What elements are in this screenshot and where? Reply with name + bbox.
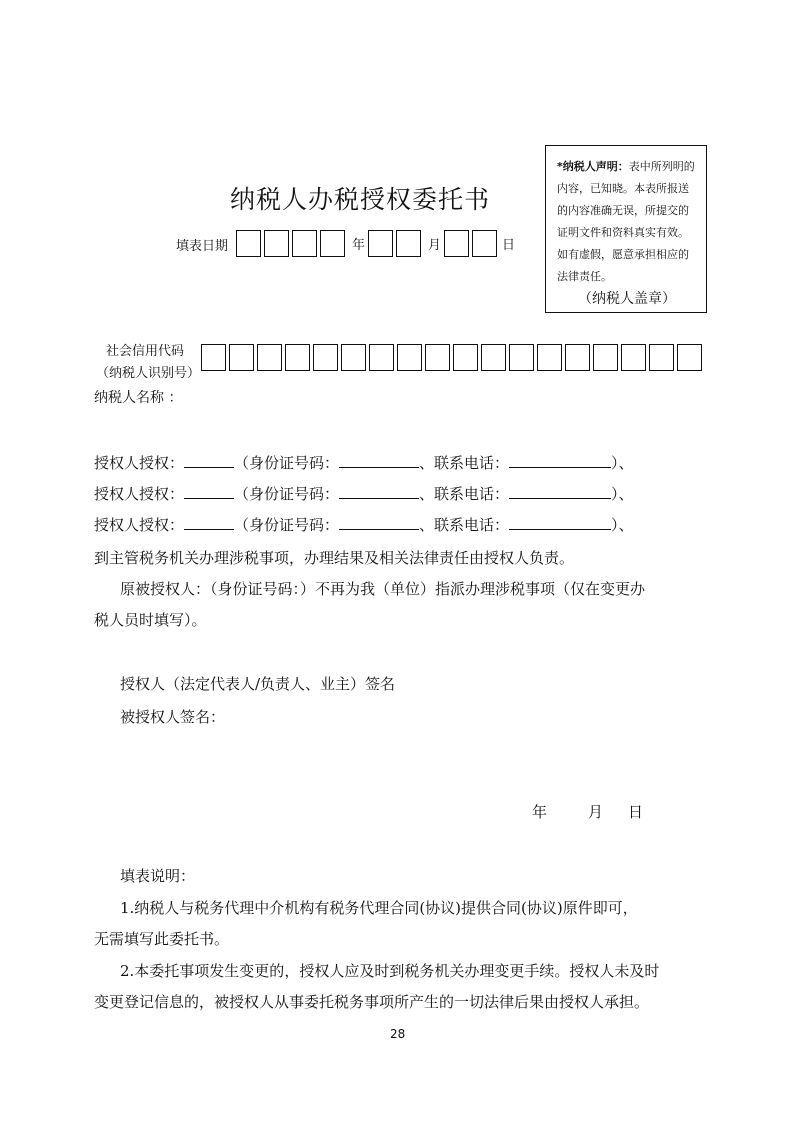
authorized-signature-label: 被授权人签名： [120,708,226,726]
note-2-line1: 2.本委托事项发生变更的，授权人应及时到税务机关办理变更手续。授权人未及时 [120,962,660,980]
credit-code-digit-box[interactable] [481,344,506,371]
credit-code-digit-box[interactable] [565,344,590,371]
note-1-line2: 无需填写此委托书。 [94,930,230,948]
id-number-blank[interactable] [339,453,419,468]
credit-code-digit-box[interactable] [677,344,702,371]
credit-code-digit-box[interactable] [453,344,478,371]
authorization-row: 授权人授权： （身份证号码： 、联系电话： ）、 [94,454,634,472]
credit-code-digit-box[interactable] [257,344,282,371]
declaration-heading: *纳税人声明： [557,160,629,173]
id-number-blank[interactable] [339,515,419,530]
credit-code-label: 社会信用代码 [106,344,185,359]
fill-date-row [176,230,228,260]
note-2-line2: 变更登记信息的，被授权人从事委托税务事项所产生的一切法律后果由授权人承担。 [94,993,650,1011]
former-authorized-line1: 原被授权人：（身份证号码：）不再为我（单位）指派办理涉税事项（仅在变更办 [120,580,646,598]
credit-code-digit-box[interactable] [369,344,394,371]
fill-date-month-boxes [368,230,424,257]
authorization-row: 授权人授权： （身份证号码： 、联系电话： ）、 [94,485,634,503]
month-digit-box[interactable] [396,230,421,257]
document-title: 纳税人办税授权委托书 [230,185,491,214]
fill-date-day-boxes [444,230,500,257]
authorized-name-blank[interactable] [184,453,234,468]
credit-code-digit-box[interactable] [425,344,450,371]
taxpayer-seal-label: （纳税人盖章） [578,291,676,307]
credit-code-digit-box[interactable] [621,344,646,371]
credit-code-boxes [201,344,705,371]
credit-code-digit-box[interactable] [285,344,310,371]
year-digit-box[interactable] [236,230,261,257]
fill-date-day-label: 日 [502,238,516,253]
day-digit-box[interactable] [444,230,469,257]
taxpayer-declaration-box [545,145,707,313]
fill-date-year-boxes [236,230,348,257]
taxpayer-id-label: （纳税人识别号） [96,366,201,381]
declaration-text: 表中所列明的内容，已知晓。本表所报送的内容准确无误，所提交的证明文件和资料真实有效。如有虚假，愿意承担相应的法律责任。 [557,160,695,283]
credit-code-digit-box[interactable] [201,344,226,371]
authorization-row: 授权人授权： （身份证号码： 、联系电话： ）、 [94,516,634,534]
credit-code-digit-box[interactable] [313,344,338,371]
year-digit-box[interactable] [320,230,345,257]
former-authorized-line2: 税人员时填写）。 [94,611,207,629]
sign-date-year: 年 [532,803,548,821]
fill-date-label: 填表日期 [176,239,229,254]
year-digit-box[interactable] [292,230,317,257]
authorizer-signature-label: 授权人（法定代表人/负责人、业主）签名 [120,675,396,693]
credit-code-digit-box[interactable] [593,344,618,371]
day-digit-box[interactable] [472,230,497,257]
phone-blank[interactable] [509,453,611,468]
credit-code-digit-box[interactable] [509,344,534,371]
authorized-name-blank[interactable] [184,484,234,499]
note-1-line1: 1.纳税人与税务代理中介机构有税务代理合同(协议)提供合同(协议)原件即可， [120,899,638,917]
responsibility-paragraph: 到主管税务机关办理涉税事项，办理结果及相关法律责任由授权人负责。 [94,549,575,567]
credit-code-digit-box[interactable] [649,344,674,371]
phone-blank[interactable] [509,515,611,530]
taxpayer-name-label: 纳税人名称 ： [94,390,183,406]
page-number: 28 [390,1027,406,1041]
authorized-name-blank[interactable] [184,515,234,530]
credit-code-digit-box[interactable] [537,344,562,371]
fill-date-year-label: 年 [352,238,366,253]
sign-date-day: 日 [628,803,644,821]
credit-code-digit-box[interactable] [341,344,366,371]
year-digit-box[interactable] [264,230,289,257]
sign-date-month: 月 [588,803,604,821]
credit-code-digit-box[interactable] [229,344,254,371]
id-number-blank[interactable] [339,484,419,499]
phone-blank[interactable] [509,484,611,499]
fill-date-month-label: 月 [428,238,442,253]
month-digit-box[interactable] [368,230,393,257]
notes-heading: 填表说明： [120,867,196,885]
credit-code-digit-box[interactable] [397,344,422,371]
